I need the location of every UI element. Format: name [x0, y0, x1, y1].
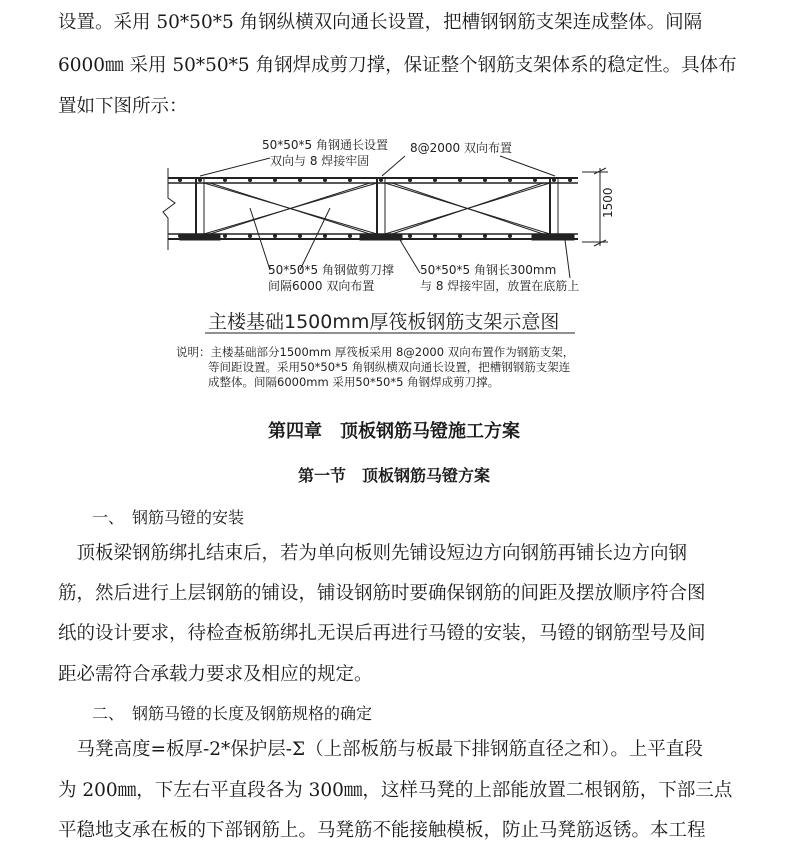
figure-note-2: 等间距设置。采用50*50*5 角钢纵横双向通长设置，把槽钢钢筋支架连 [208, 360, 571, 374]
label-leg-1: 50*50*5 角钢长300mm [420, 263, 557, 277]
para1-line-4: 距必需符合承载力要求及相应的规定。 [58, 664, 373, 685]
para1-line-1: 顶板梁钢筋绑扎结束后，若为单向板则先铺设短边方向钢筋再铺长边方向钢 [58, 543, 688, 564]
para2-line-1: 马凳高度=板厚-2*保护层-Σ（上部板筋与板最下排钢筋直径之和）。上平直段 [58, 739, 703, 760]
label-leg-2: 与 8 焊接牢固，放置在底筋上 [420, 279, 580, 293]
para2-line-3: 平稳地支承在板的下部钢筋上。马凳筋不能接触模板，防止马凳筋返锈。本工程 [58, 820, 706, 841]
intro-line-3: 置如下图所示： [58, 96, 188, 117]
figure-note-1: 说明：主楼基础部分1500mm 厚筏板采用 8@2000 双向布置作为钢筋支架， [176, 345, 575, 359]
item2-heading: 二、 钢筋马镫的长度及钢筋规格的确定 [92, 704, 373, 723]
figure-title: 主楼基础1500mm厚筏板钢筋支架示意图 [208, 311, 560, 333]
figure-note-3: 成整体。间隔6000mm 采用50*50*5 角钢焊成剪刀撑。 [208, 375, 500, 389]
label-height: 1500 [601, 187, 615, 218]
label-angle-through-1: 50*50*5 角钢通长设置 [262, 138, 388, 152]
section-title: 第一节 顶板钢筋马镫方案 [297, 466, 490, 485]
chapter-title: 第四章 顶板钢筋马镫施工方案 [268, 421, 520, 442]
intro-line-1: 设置。采用 50*50*5 角钢纵横双向通长设置，把槽钢钢筋支架连成整体。间隔 [58, 12, 703, 33]
rebar-support-figure [0, 128, 788, 403]
para1-line-3: 纸的设计要求，待检查板筋绑扎无误后再进行马镫的安装，马镫的钢筋型号及间 [58, 623, 706, 644]
label-brace-1: 50*50*5 角钢做剪刀撑 [268, 263, 394, 277]
para1-line-2: 筋，然后进行上层钢筋的铺设，铺设钢筋时要确保钢筋的间距及摆放顺序符合图 [58, 583, 706, 604]
intro-line-2: 6000㎜ 采用 50*50*5 角钢焊成剪刀撑，保证整个钢筋支架体系的稳定性。具体布 [58, 55, 737, 76]
label-spacing: 8@2000 双向布置 [410, 141, 512, 155]
label-brace-2: 间隔6000 双向布置 [268, 279, 375, 293]
item1-heading: 一、 钢筋马镫的安装 [92, 508, 245, 527]
label-angle-through-2: 双向与 8 焊接牢固 [270, 154, 370, 168]
para2-line-2: 为 200㎜，下左右平直段各为 300㎜，这样马凳的上部能放置二根钢筋，下部三点 [58, 780, 733, 801]
